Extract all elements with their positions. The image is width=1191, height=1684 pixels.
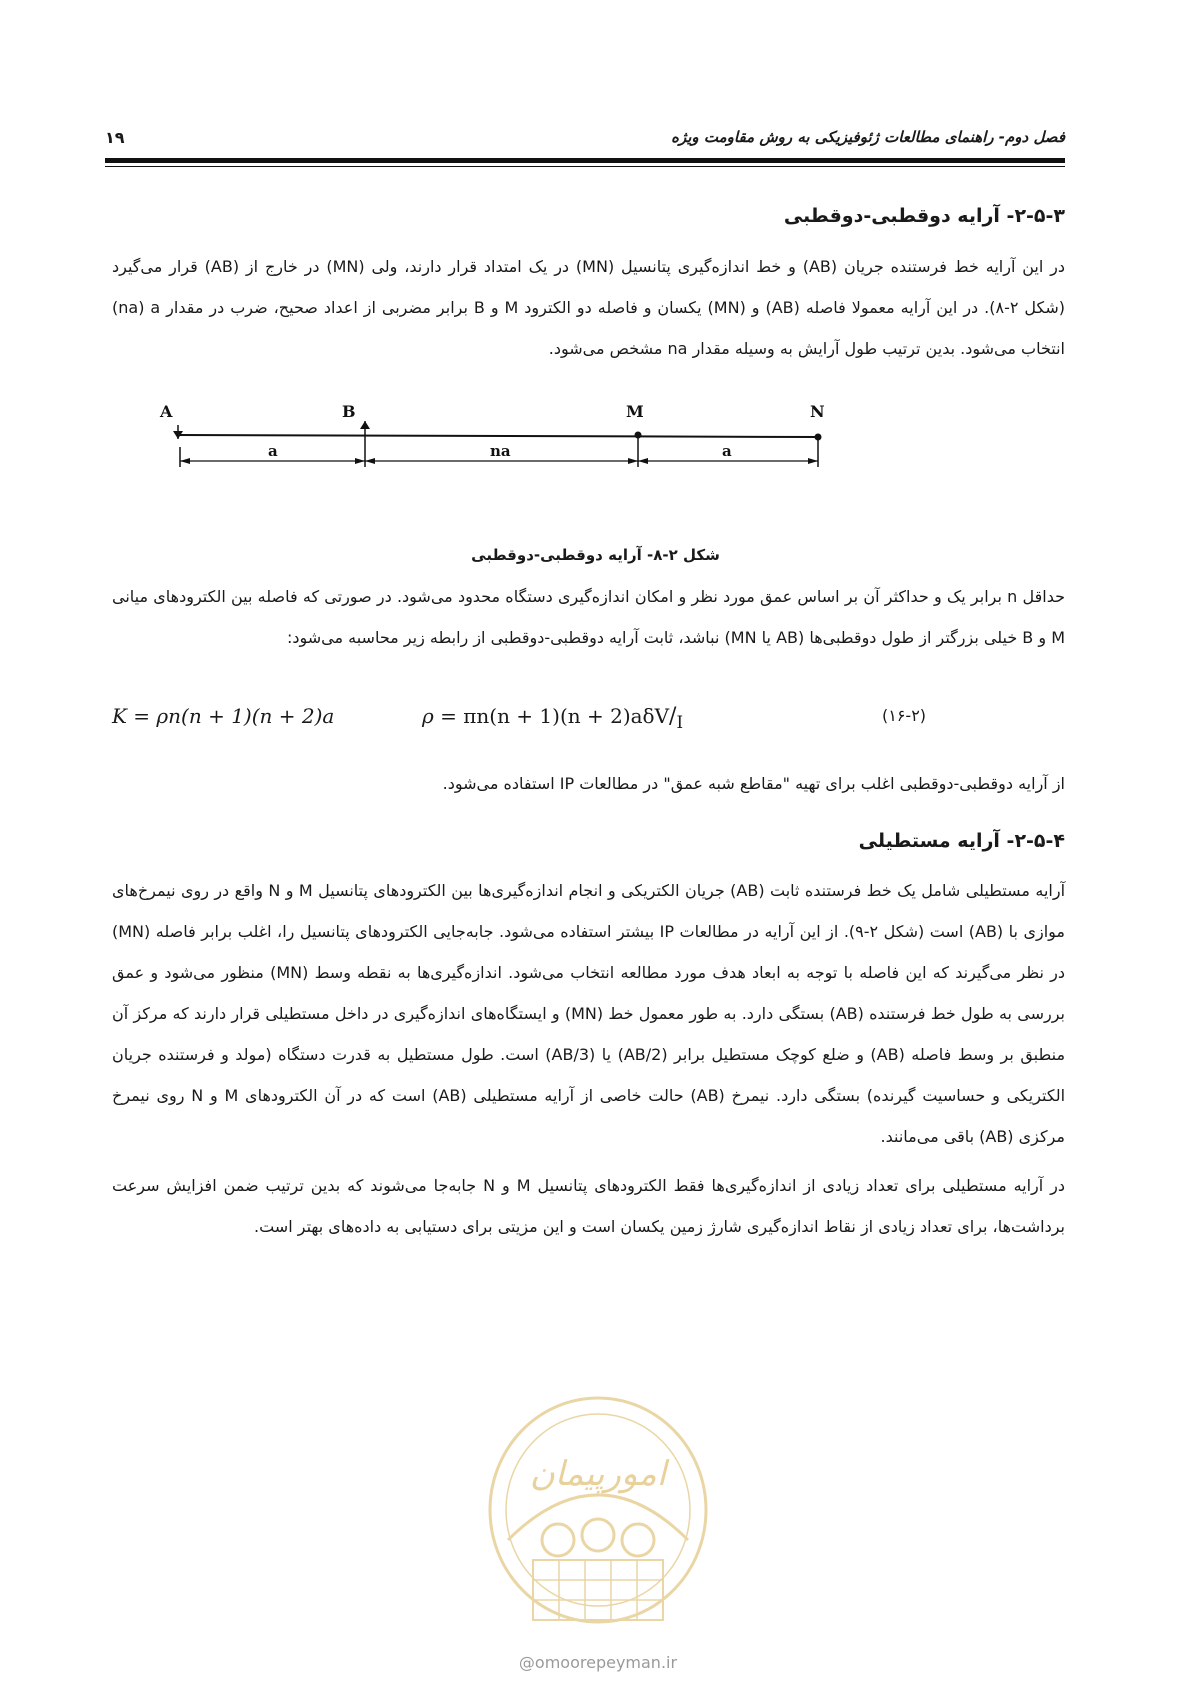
- paragraph-rectangular-description: آرایه مستطیلی شامل یک خط فرستنده ثابت (AB) جریان الکتریکی و انجام اندازه‌گیری‌ها بین الکترودهای پتانسیل M و N واقع در روی نیمرخ‌های موازی با (AB) است (شکل ۲-۹). از این آرایه در مطالعات IP بیشتر استفاده می‌شود. جابه‌جایی الکترودهای پتانسیل را، اغلب برابر فاصله (MN) در نظر می‌گیرند که این فاصله با توجه به ابعاد هدف مورد مطالعه انتخاب می‌شود. اندازه‌گیری‌ها به نقطه وسط (MN) منظور می‌شود و عمق بررسی به طول خط فرستنده (AB) بستگی دارد. به طور معمول خط (MN) و ایستگاه‌های اندازه‌گیری در داخل مستطیلی قرار دارند که مرکز آن منطبق بر وسط فاصله (AB) و ضلع کوچک مستطیل برابر (AB/2) یا (AB/3) است. طول مستطیل به قدرت دستگاه (مولد و فرستنده جریان الکتریکی و حساسیت گیرنده) بستگی دارد. نیمرخ (AB) حالت خاصی از آرایه مستطیلی (AB) است که در آن الکترودهای M و N روی نیمرخ مرکزی (AB) باقی می‌مانند.: [112, 881, 1066, 1146]
- figure-caption: شکل ۲-۸- آرایه دوقطبی-دوقطبی: [471, 546, 720, 564]
- equation-rho: $\rho = \pi n(n + 1)(n + 2)a\delta V/_I$: [422, 704, 684, 732]
- dim-label-a-right: a: [722, 442, 732, 460]
- equation-rho-numerator: πn(n + 1)(n + 2)aδV: [463, 704, 670, 728]
- running-header: [105, 128, 1065, 158]
- label-electrode-a: A: [160, 402, 173, 421]
- equation-number: (۱۶-۲): [882, 706, 927, 725]
- equation-k: K = ρn(n + 1)(n + 2)a: [112, 704, 335, 728]
- dim-label-a-left: a: [268, 442, 278, 460]
- label-electrode-m: M: [626, 402, 644, 421]
- dim-label-na: na: [490, 442, 511, 460]
- equation-rho-lhs: ρ =: [422, 704, 464, 728]
- equation-rho-divisor: I: [676, 713, 684, 732]
- header-rule-thin: [105, 166, 1065, 167]
- dipole-dipole-figure: [160, 402, 900, 505]
- section-heading-dipole-dipole: ۲-۵-۳- آرایه دوقطبی-دوقطبی: [783, 205, 1065, 227]
- equation-row: [112, 700, 1065, 740]
- header-rule-thick: [105, 158, 1065, 163]
- paragraph-dipole-n-range: حداقل n برابر یک و حداکثر آن بر اساس عمق مورد نظر و امکان اندازه‌گیری دستگاه محدود می‌شود. در صورتی که فاصله بین الکترودهای میانی M و B خیلی بزرگتر از طول دوقطبی‌ها (AB یا MN) نباشد، ثابت آرایه دوقطبی-دوقطبی از رابطه زیر محاسبه می‌شود:: [112, 587, 1065, 647]
- watermark-logo-text: امورپیمان: [529, 1454, 667, 1494]
- chapter-title: فصل دوم- راهنمای مطالعات ژئوفیزیکی به روش مقاومت ویژه: [671, 128, 1065, 146]
- page-number: ۱۹: [105, 128, 125, 147]
- label-electrode-b: B: [342, 402, 356, 421]
- paragraph-rectangular-advantage: در آرایه مستطیلی برای تعداد زیادی از اندازه‌گیری‌ها فقط الکترودهای پتانسیل M و N جابه‌جا می‌شوند که بدین ترتیب ضمن افزایش سرعت برداشت‌ها، برای تعداد زیادی از نقاط اندازه‌گیری شارژ زمین یکسان است و این مزیتی برای دستیابی به داده‌های بهتر است.: [112, 1176, 1066, 1236]
- publisher-watermark: [478, 1390, 718, 1680]
- paragraph-dipole-ip: از آرایه دوقطبی-دوقطبی اغلب برای تهیه "مقاطع شبه عمق" در مطالعات IP استفاده می‌شود.: [442, 774, 1065, 793]
- watermark-url: @omoorepeyman.ir: [518, 1653, 678, 1672]
- paragraph-dipole-intro: در این آرایه خط فرستنده جریان (AB) و خط اندازه‌گیری پتانسیل (MN) در یک امتداد قرار دارند، ولی (MN) در خارج از (AB) قرار می‌گیرد (شکل ۲-۸). در این آرایه معمولا فاصله (AB) و (MN) یکسان و فاصله دو الکترود M و B برابر مضربی از اعداد صحیح، ضرب در مقدار na) a) انتخاب می‌شود. بدین ترتیب طول آرایش به وسیله مقدار na مشخص می‌شود.: [112, 257, 1066, 358]
- label-electrode-n: N: [810, 402, 825, 421]
- section-heading-rectangular: ۲-۵-۴- آرایه مستطیلی: [858, 830, 1065, 852]
